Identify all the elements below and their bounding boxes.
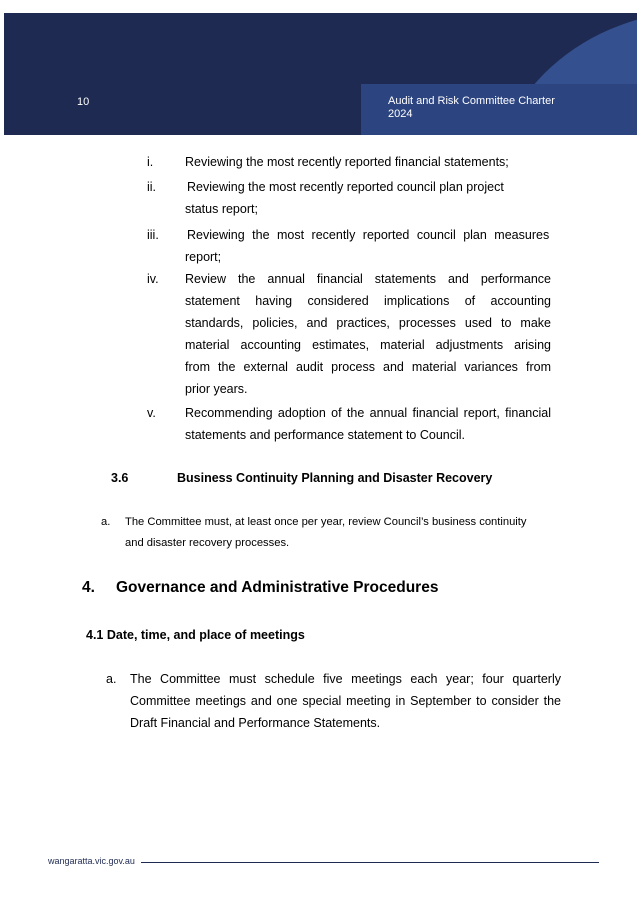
list-item-number: iv. xyxy=(147,272,159,286)
list-item-number: ii. xyxy=(147,180,157,194)
page-number: 10 xyxy=(77,96,90,108)
list-item-text: Reviewing the most recently reported council plan measures report; xyxy=(185,228,550,264)
list-item-text: Review the annual financial statements and performance statement having considered implications of accounting standards, policies, and practices, processes used to make material accounting estimates, material adjustments arising from the external audit process and material variances from prior years. xyxy=(185,272,551,396)
paragraph-number: a. xyxy=(101,516,111,528)
subsection-4-1-heading: 4.1 Date, time, and place of meetings xyxy=(86,628,305,642)
section-number: 3.6 xyxy=(111,471,129,485)
paragraph-text: The Committee must schedule five meetings each year; four quarterly Committee meetings and one special meeting in September to consider the Draft Financial and Performance Statements. xyxy=(130,672,561,730)
section-number: 4. xyxy=(82,579,95,596)
paragraph-number: a. xyxy=(106,672,117,686)
page-header xyxy=(4,13,637,135)
list-item-number: i. xyxy=(147,155,154,169)
list-item-text: Reviewing the most recently reported council plan project status report; xyxy=(185,180,504,216)
list-item-text: Recommending adoption of the annual financial report, financial statements and performance statement to Council. xyxy=(185,406,551,442)
footer-url: wangaratta.vic.gov.au xyxy=(48,856,135,866)
section-title: Business Continuity Planning and Disaster Recovery xyxy=(177,471,493,485)
section-title: Governance and Administrative Procedures xyxy=(116,579,439,596)
footer-divider xyxy=(141,862,599,863)
header-title-box xyxy=(361,84,637,135)
document-title: Audit and Risk Committee Charter 2024 xyxy=(388,95,555,120)
list-item-text: Reviewing the most recently reported financial statements; xyxy=(185,155,509,169)
list-item-number: v. xyxy=(147,406,156,420)
list-item-number: iii. xyxy=(147,228,159,242)
paragraph-text: The Committee must, at least once per year, review Council’s business continuity and disaster recovery processes. xyxy=(125,516,527,549)
